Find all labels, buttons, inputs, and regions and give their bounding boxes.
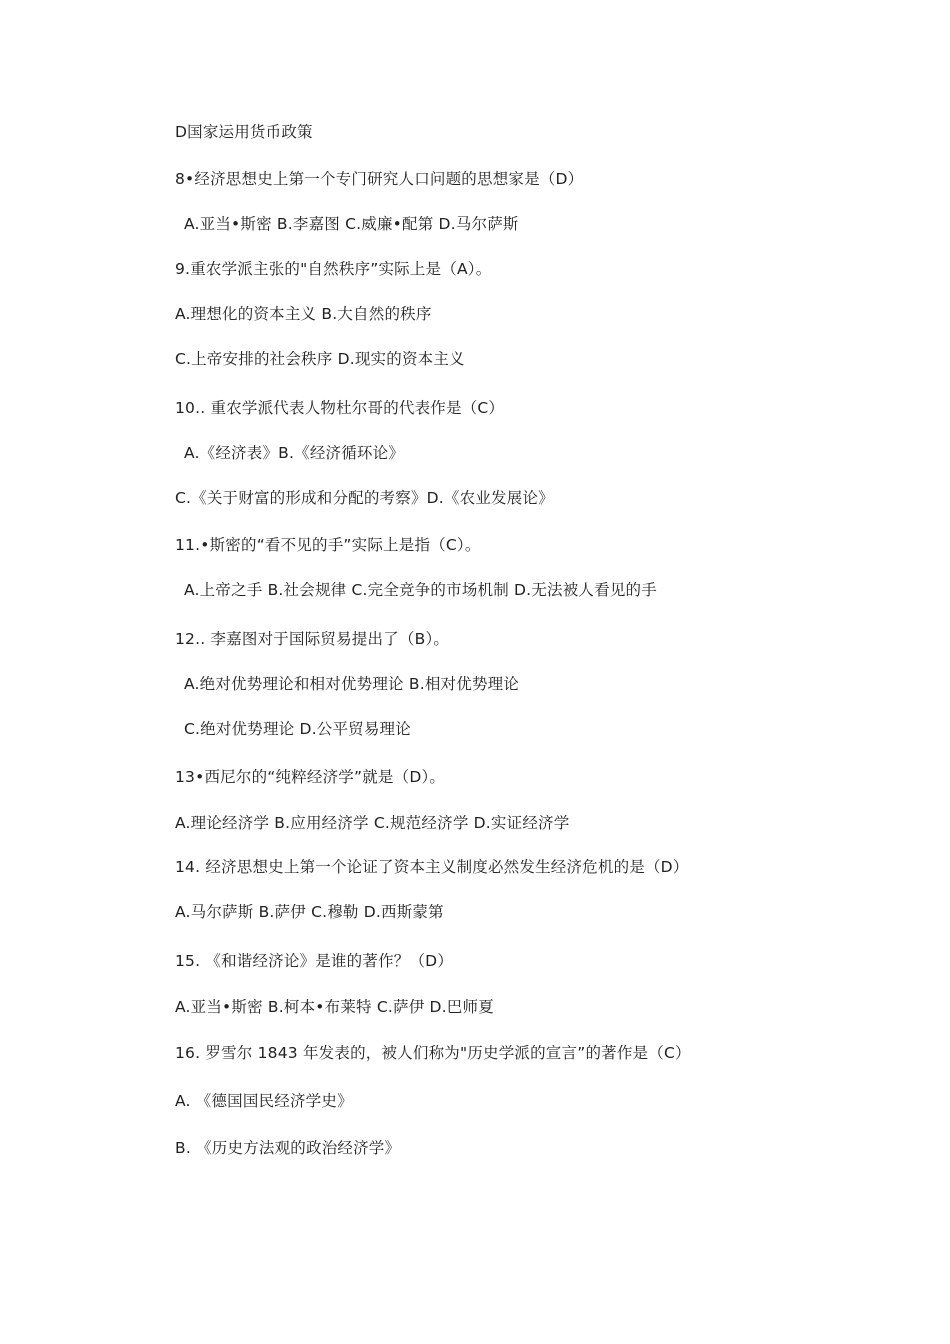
answer-option-line: A.绝对优势理论和相对优势理论 B.相对优势理论 (184, 675, 520, 693)
answer-option-line: C.上帝安排的社会秩序 D.现实的资本主义 (175, 350, 465, 368)
question-line: 16. 罗雪尔 1843 年发表的，被人们称为"历史学派的宣言”的著作是（C） (175, 1044, 691, 1062)
question-line: 15. 《和谐经济论》是谁的著作？（D） (175, 952, 454, 970)
question-line: 12.. 李嘉图对于国际贸易提出了（B）。 (175, 630, 450, 648)
question-line: 14. 经济思想史上第一个论证了资本主义制度必然发生经济危机的是（D） (175, 858, 689, 876)
answer-option-line: A.亚当•斯密 B.李嘉图 C.威廉•配第 D.马尔萨斯 (184, 215, 519, 233)
answer-option-line: D国家运用货币政策 (175, 123, 313, 141)
question-line: 11.•斯密的“看不见的手”实际上是指（C）。 (175, 536, 481, 554)
answer-option-line: C.绝对优势理论 D.公平贸易理论 (184, 720, 411, 738)
answer-option-line: A. 《德国国民经济学史》 (175, 1092, 353, 1110)
question-line: 13•西尼尔的“纯粹经济学”就是（D）。 (175, 768, 446, 786)
question-line: 9.重农学派主张的"自然秩序”实际上是（A）。 (175, 260, 492, 278)
answer-option-line: A.理论经济学 B.应用经济学 C.规范经济学 D.实证经济学 (175, 814, 570, 832)
answer-option-line: A.《经济表》B.《经济循环论》 (184, 444, 405, 462)
answer-option-line: C.《关于财富的形成和分配的考察》D.《农业发展论》 (175, 489, 554, 507)
answer-option-line: A.理想化的资本主义 B.大自然的秩序 (175, 305, 432, 323)
answer-option-line: A.马尔萨斯 B.萨伊 C.穆勒 D.西斯蒙第 (175, 903, 444, 921)
answer-option-line: A.亚当•斯密 B.柯本•布莱特 C.萨伊 D.巴师夏 (175, 998, 494, 1016)
question-line: 10.. 重农学派代表人物杜尔哥的代表作是（C） (175, 399, 505, 417)
question-line: 8•经济思想史上第一个专门研究人口问题的思想家是（D） (175, 170, 584, 188)
answer-option-line: A.上帝之手 B.社会规律 C.完全竞争的市场机制 D.无法被人看见的手 (184, 581, 657, 599)
answer-option-line: B. 《历史方法观的政治经济学》 (175, 1139, 401, 1157)
